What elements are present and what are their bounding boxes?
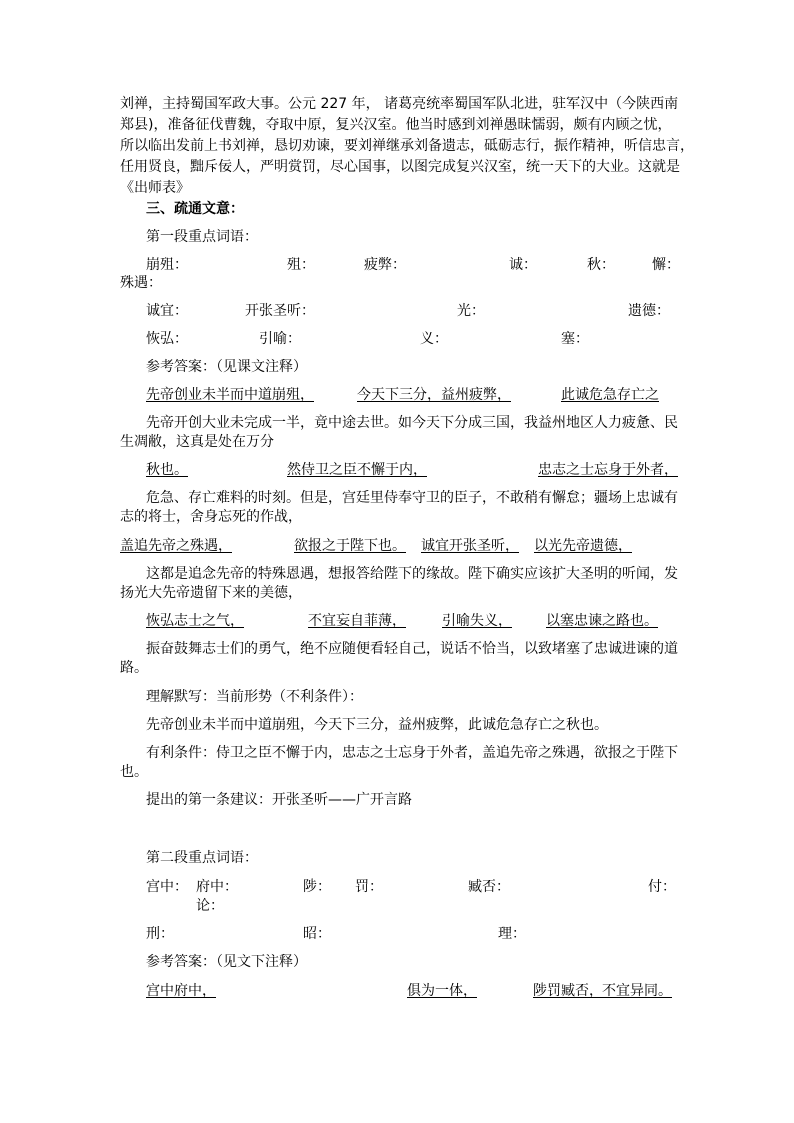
- term-label: 光：: [457, 303, 485, 319]
- term-label: 疲弊：: [364, 257, 406, 273]
- term-label: 诚宜：: [146, 303, 188, 319]
- term-label: 殂：: [287, 257, 315, 273]
- translation-line: 危急、存亡难料的时刻。但是，宫廷里侍奉守卫的臣子，不敢稍有懈怠；疆场上忠诚有: [146, 490, 678, 506]
- understanding-heading: 理解默写：当前形势（不利条件）：: [146, 689, 363, 705]
- translation-line: 先帝开创大业未完成一半，竟中途去世。如今天下分成三国，我益州地区人力疲惫、民: [146, 415, 678, 431]
- translation-line: 这都是追念先帝的特殊恩遇，想报答给陛下的缘故。陛下确实应该扩大圣明的听闻，发: [146, 566, 678, 582]
- term-label: 引喻：: [259, 331, 301, 347]
- answer-note: 参考答案：（见文下注释）: [146, 954, 307, 970]
- intro-line: 所以临出发前上书刘禅，恳切劝谏，要刘禅继承刘备遗志，砥砺志行，振作精神，听信忠言，: [120, 138, 694, 154]
- source-phrase: 不宜妄自菲薄，: [308, 613, 406, 629]
- source-phrase: 诚宜开张圣听，: [421, 538, 519, 554]
- source-phrase: 俱为一体，: [407, 983, 477, 999]
- suggestion-line: 提出的第一条建议：开张圣听——广开言路: [146, 792, 412, 808]
- source-phrase: 宫中府中，: [146, 983, 216, 999]
- term-label: 塞：: [561, 331, 589, 347]
- source-phrase: 先帝创业未半而中道崩殂，: [146, 387, 314, 403]
- answer-note: 参考答案：（见课文注释）: [146, 359, 307, 375]
- term-label: 遗德：: [628, 303, 670, 319]
- subsection-heading: 第二段重点词语：: [146, 850, 258, 866]
- term-label: 府中：: [196, 879, 238, 895]
- translation-line: 扬光大先帝遗留下来的美德，: [120, 585, 302, 601]
- term-label: 秋：: [587, 257, 615, 273]
- term-label: 懈：: [652, 257, 680, 273]
- source-phrase: 不宜异同。: [602, 983, 672, 999]
- term-label: 理：: [498, 926, 526, 942]
- term-label: 宫中：: [146, 879, 188, 895]
- term-label: 论：: [196, 898, 224, 914]
- term-label: 陟：: [303, 879, 331, 895]
- source-phrase: 陟罚臧否，: [533, 983, 603, 999]
- favorable-line: 有利条件：侍卫之臣不懈于内，忠志之士忘身于外者，盖追先帝之殊遇，欲报之于陛下: [146, 745, 678, 761]
- source-phrase: 盖追先帝之殊遇，: [120, 538, 232, 554]
- source-phrase: 欲报之于陛下也。: [294, 538, 406, 554]
- intro-line: 刘禅，主持蜀国军政大事。公元 227 年， 诸葛亮统率蜀国军队北进，驻军汉中（今陕西南: [120, 96, 679, 112]
- term-label: 昭：: [303, 926, 331, 942]
- term-label: 罚：: [355, 879, 383, 895]
- intro-line: 郑县)，准备征伐曹魏，夺取中原，复兴汉室。他当时感到刘禅愚昧懦弱，颇有内顾之忧，: [120, 117, 672, 133]
- intro-line: 任用贤良，黜斥佞人，严明赏罚，尽心国事，以图完成复兴汉室，统一天下的大业。这就是: [120, 159, 680, 175]
- source-phrase: 以光先帝遗德，: [534, 538, 632, 554]
- source-phrase: 秋也。: [146, 462, 188, 478]
- translation-line: 路。: [120, 660, 148, 676]
- term-label: 诚：: [509, 257, 537, 273]
- understanding-answer: 先帝创业未半而中道崩殂，今天下三分，益州疲弊，此诚危急存亡之秋也。: [146, 717, 608, 733]
- source-phrase: 此诚危急存亡之: [561, 387, 659, 403]
- term-label: 殊遇：: [120, 275, 162, 291]
- term-label: 义：: [420, 331, 448, 347]
- translation-line: 志的将士，舍身忘死的作战，: [120, 509, 302, 525]
- source-phrase: 引喻失义，: [442, 613, 512, 629]
- intro-line: 《出师表》: [120, 180, 190, 196]
- term-label: 崩殂：: [146, 257, 188, 273]
- source-phrase: 今天下三分，益州疲弊，: [357, 387, 511, 403]
- term-label: 刑：: [146, 926, 174, 942]
- term-label: 臧否：: [468, 879, 510, 895]
- translation-line: 振奋鼓舞志士们的勇气，绝不应随便看轻自己，说话不恰当，以致堵塞了忠诚进谏的道: [146, 641, 678, 657]
- favorable-line: 也。: [120, 764, 148, 780]
- source-phrase: 忠志之士忘身于外者，: [538, 462, 678, 478]
- source-phrase: 恢弘志士之气，: [146, 613, 244, 629]
- subsection-heading: 第一段重点词语：: [146, 229, 258, 245]
- term-label: 恢弘：: [146, 331, 188, 347]
- translation-line: 生凋敝，这真是处在万分: [120, 434, 274, 450]
- term-label: 付：: [648, 879, 676, 895]
- section-heading: 三、疏通文意：: [146, 201, 244, 217]
- source-phrase: 然侍卫之臣不懈于内，: [287, 462, 427, 478]
- source-phrase: 以塞忠谏之路也。: [546, 613, 658, 629]
- term-label: 开张圣听：: [245, 303, 315, 319]
